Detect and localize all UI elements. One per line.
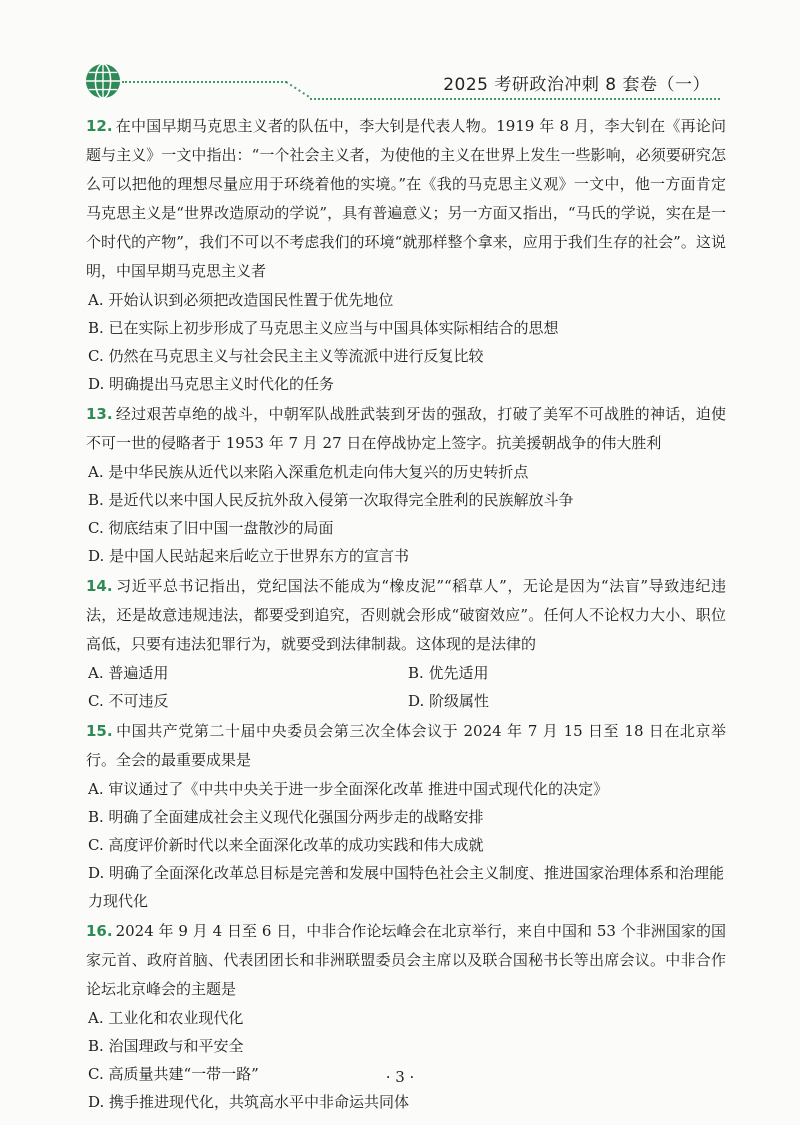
- question-stem: [86, 917, 726, 1004]
- question-stem: [86, 400, 726, 458]
- option-c: C. 高度评价新时代以来全面深化改革的成功实践和伟大成就: [88, 836, 484, 854]
- option-c: C. 彻底结束了旧中国一盘散沙的局面: [88, 519, 334, 537]
- option-a: A. 审议通过了《中共中央关于进一步全面深化改革 推进中国式现代化的决定》: [88, 780, 609, 798]
- option-d: D. 阶级属性: [408, 692, 490, 710]
- question-text: 在中国早期马克思主义者的队伍中，李大钊是代表人物。1919 年 8 月，李大钊在《再论问题与主义》一文中指出：“一个社会主义者，为使他的主义在世界上发生一些影响，必须要研究怎么可以把他的理想尽量应用于环绕着他的实境。”在《我的马克思主义观》一文中，他一方面肯定马克思主义是“世界改造原动的学说”，具有普遍意义；另一方面又指出，“马氏的学说，实在是一个时代的产物”，我们不可以不考虑我们的环境“就那样整个拿来，应用于我们生存的社会”。这说明，中国早期马克思主义者: [86, 117, 726, 280]
- option-b: B. 明确了全面建成社会主义现代化强国分两步走的战略安排: [88, 808, 484, 826]
- options-grid: [86, 659, 726, 715]
- question-text: 经过艰苦卓绝的战斗，中朝军队战胜武装到牙齿的强敌，打破了美军不可战胜的神话，迫使不可一世的侵略者于 1953 年 7 月 27 日在停战协定上签字。抗美援朝战争的伟大胜利: [86, 405, 726, 452]
- question-13: [86, 400, 726, 570]
- question-number: 12.: [86, 117, 113, 135]
- question-12: [86, 112, 726, 398]
- header-dotted-rule: [122, 81, 287, 83]
- page-header: [0, 0, 800, 110]
- option-a: A. 普遍适用: [88, 664, 169, 682]
- globe-icon: [84, 62, 122, 100]
- option-d: D. 明确提出马克思主义时代化的任务: [88, 375, 335, 393]
- question-14: [86, 572, 726, 715]
- option-c: C. 仍然在马克思主义与社会民主主义等流派中进行反复比较: [88, 347, 484, 365]
- question-stem: [86, 112, 726, 286]
- header-title: 2025 考研政治冲刺 8 套卷（一）: [443, 75, 710, 95]
- question-stem: [86, 717, 726, 775]
- question-16: [86, 917, 726, 1116]
- question-15: [86, 717, 726, 915]
- option-c: C. 不可违反: [88, 692, 169, 710]
- question-text: 2024 年 9 月 4 日至 6 日，中非合作论坛峰会在北京举行，来自中国和 53 个非洲国家的国家元首、政府首脑、代表团团长和非洲联盟委员会主席以及联合国秘书长等出席会议。中非合作论坛北京峰会的主题是: [86, 922, 726, 998]
- question-number: 14.: [86, 577, 113, 595]
- option-d: D. 明确了全面深化改革总目标是完善和发展中国特色社会主义制度、推进国家治理体系和治理能力现代化: [88, 864, 725, 910]
- question-stem: [86, 572, 726, 659]
- option-d: D. 携手推进现代化，共筑高水平中非命运共同体: [88, 1093, 410, 1111]
- header-dotted-rule-lower: [310, 98, 720, 100]
- question-text: 习近平总书记指出，党纪国法不能成为“橡皮泥”“稻草人”，无论是因为“法盲”导致违纪违法，还是故意违规违法，都要受到追究，否则就会形成“破窗效应”。任何人不论权力大小、职位高低，只要有违法犯罪行为，就要受到法律制裁。这体现的是法律的: [86, 577, 726, 653]
- option-b: B. 优先适用: [408, 664, 489, 682]
- question-number: 16.: [86, 922, 113, 940]
- header-dotted-slope: [286, 81, 312, 99]
- question-number: 13.: [86, 405, 113, 423]
- question-text: 中国共产党第二十届中央委员会第三次全体会议于 2024 年 7 月 15 日至 18 日在北京举行。全会的最重要成果是: [86, 722, 726, 769]
- question-list: [86, 112, 726, 1118]
- option-d: D. 是中国人民站起来后屹立于世界东方的宣言书: [88, 547, 410, 565]
- option-b: B. 治国理政与和平安全: [88, 1037, 244, 1055]
- option-b: B. 是近代以来中国人民反抗外敌入侵第一次取得完全胜利的民族解放斗争: [88, 491, 574, 509]
- option-a: A. 开始认识到必须把改造国民性置于优先地位: [88, 291, 394, 309]
- option-a: A. 是中华民族从近代以来陷入深重危机走向伟大复兴的历史转折点: [88, 463, 529, 481]
- option-c: C. 高质量共建“一带一路”: [88, 1065, 259, 1083]
- question-number: 15.: [86, 722, 113, 740]
- option-b: B. 已在实际上初步形成了马克思主义应当与中国具体实际相结合的思想: [88, 319, 559, 337]
- option-a: A. 工业化和农业现代化: [88, 1009, 244, 1027]
- page-number: · 3 ·: [385, 1068, 415, 1086]
